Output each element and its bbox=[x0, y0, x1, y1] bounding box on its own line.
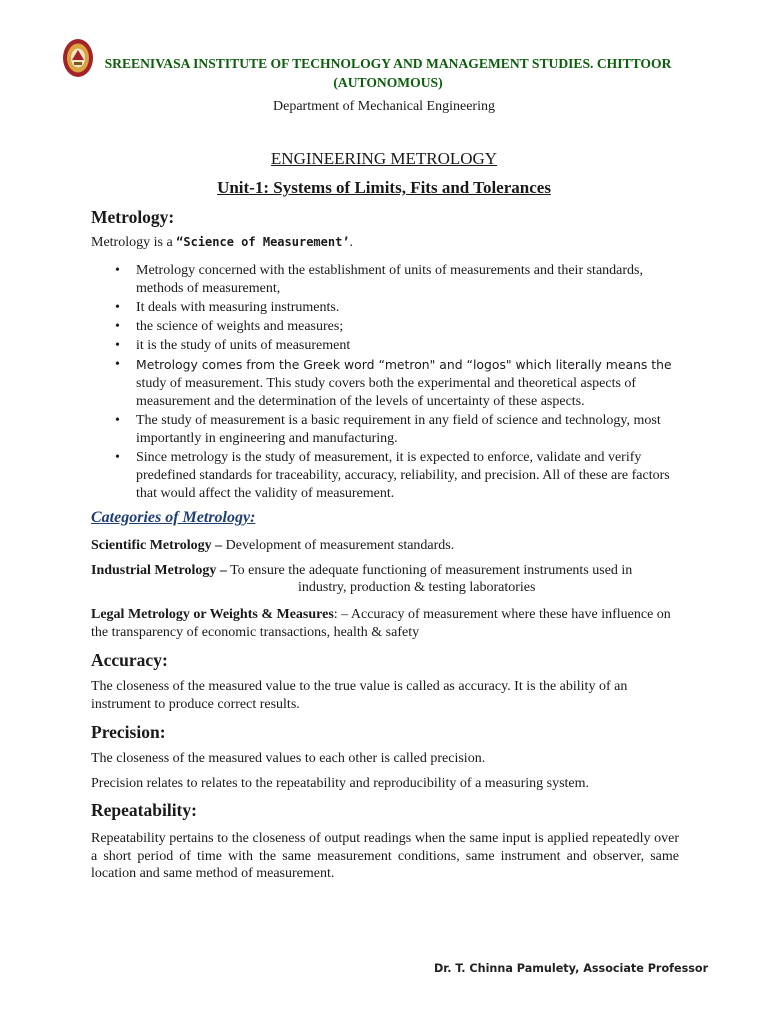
bullet-text: it is the study of units of measurement bbox=[136, 338, 351, 353]
accuracy-text: The closeness of the measured value to the true value is called as accuracy. It is the ability of an instrument to produce correct results. bbox=[91, 679, 628, 712]
autonomous-label: (AUTONOMOUS) bbox=[333, 75, 443, 90]
precision-relates-text: Precision relates to relates to the repeatability and reproducibility of a measuring system. bbox=[91, 776, 590, 791]
bullet-text: The study of measurement is a basic requirement in any field of science and technology, most importantly in engineering and manufacturing. bbox=[136, 413, 661, 446]
accuracy-heading: Accuracy: bbox=[91, 650, 168, 670]
repeatability-heading: Repeatability: bbox=[91, 800, 197, 820]
author-footer: Dr. T. Chinna Pamulety, Associate Professor bbox=[434, 962, 709, 975]
list-item bbox=[91, 449, 679, 503]
bullet-icon: • bbox=[115, 413, 120, 428]
department-name: Department of Mechanical Engineering bbox=[273, 99, 495, 114]
institute-name bbox=[92, 54, 684, 92]
bullet-text: It deals with measuring instruments. bbox=[136, 300, 340, 315]
bullet-icon: • bbox=[115, 263, 120, 278]
industrial-text: To ensure the adequate functioning of measurement instruments used in bbox=[226, 563, 633, 578]
bullet-greek-line: Metrology comes from the Greek word “metron" and “logos" which literally means the bbox=[136, 357, 672, 372]
list-item bbox=[91, 262, 679, 298]
scientific-text: Development of measurement standards. bbox=[222, 538, 455, 553]
metrology-bullet-list bbox=[91, 262, 679, 504]
bullet-text: Since metrology is the study of measurement, it is expected to enforce, validate and verify predefined standards for traceability, accuracy, reliability, and precision. All of these are factors that would affect the validity of measurement. bbox=[136, 450, 670, 501]
institute-logo bbox=[62, 38, 94, 78]
legal-label: Legal Metrology or Weights & Measures bbox=[91, 607, 334, 622]
metrology-intro bbox=[91, 234, 679, 252]
bullet-icon: • bbox=[115, 338, 120, 353]
bullet-text: Metrology concerned with the establishment of units of measurements and their standards, methods of measurement, bbox=[136, 263, 643, 296]
scientific-metrology bbox=[91, 537, 679, 555]
list-item bbox=[91, 318, 679, 336]
metrology-heading: Metrology: bbox=[91, 207, 175, 227]
industrial-text-continued: industry, production & testing laboratories bbox=[298, 580, 536, 595]
legal-text: : – Accuracy of measurement where these have influence on the transparency of economic transactions, health & safety bbox=[91, 607, 671, 640]
bullet-text: study of measurement. This study covers both the experimental and theoretical aspects of measurement and the determination of the levels of uncertainty of these aspects. bbox=[136, 376, 637, 409]
list-item bbox=[91, 356, 679, 411]
bullet-icon: • bbox=[115, 319, 120, 334]
bullet-icon: • bbox=[115, 300, 120, 315]
list-item bbox=[91, 412, 679, 448]
list-item bbox=[91, 299, 679, 317]
precision-text: The closeness of the measured values to each other is called precision. bbox=[91, 751, 486, 766]
institute-name-line: SREENIVASA INSTITUTE OF TECHNOLOGY AND MANAGEMENT STUDIES. CHITTOOR bbox=[104, 56, 672, 71]
intro-prefix: Metrology is a bbox=[91, 235, 177, 250]
scientific-label: Scientific Metrology – bbox=[91, 538, 223, 553]
bullet-icon: • bbox=[115, 357, 120, 372]
unit-title: Unit-1: Systems of Limits, Fits and Tolerances bbox=[217, 178, 551, 197]
precision-heading: Precision: bbox=[91, 722, 166, 742]
industrial-label: Industrial Metrology – bbox=[91, 563, 227, 578]
legal-metrology bbox=[91, 606, 679, 641]
industrial-metrology bbox=[91, 562, 679, 580]
bullet-icon: • bbox=[115, 450, 120, 465]
categories-heading: Categories of Metrology: bbox=[91, 509, 256, 526]
bullet-text: the science of weights and measures; bbox=[136, 319, 344, 334]
repeatability-text: Repeatability pertains to the closeness of output readings when the same input is applied repeatedly over a short period of time with the same measurement conditions, same instrument and observer, same location and same method of measurement. bbox=[91, 831, 679, 881]
intro-term: “Science of Measurement’ bbox=[176, 235, 350, 249]
list-item bbox=[91, 337, 679, 355]
document-title: ENGINEERING METROLOGY bbox=[270, 149, 498, 168]
intro-suffix: . bbox=[349, 235, 354, 250]
